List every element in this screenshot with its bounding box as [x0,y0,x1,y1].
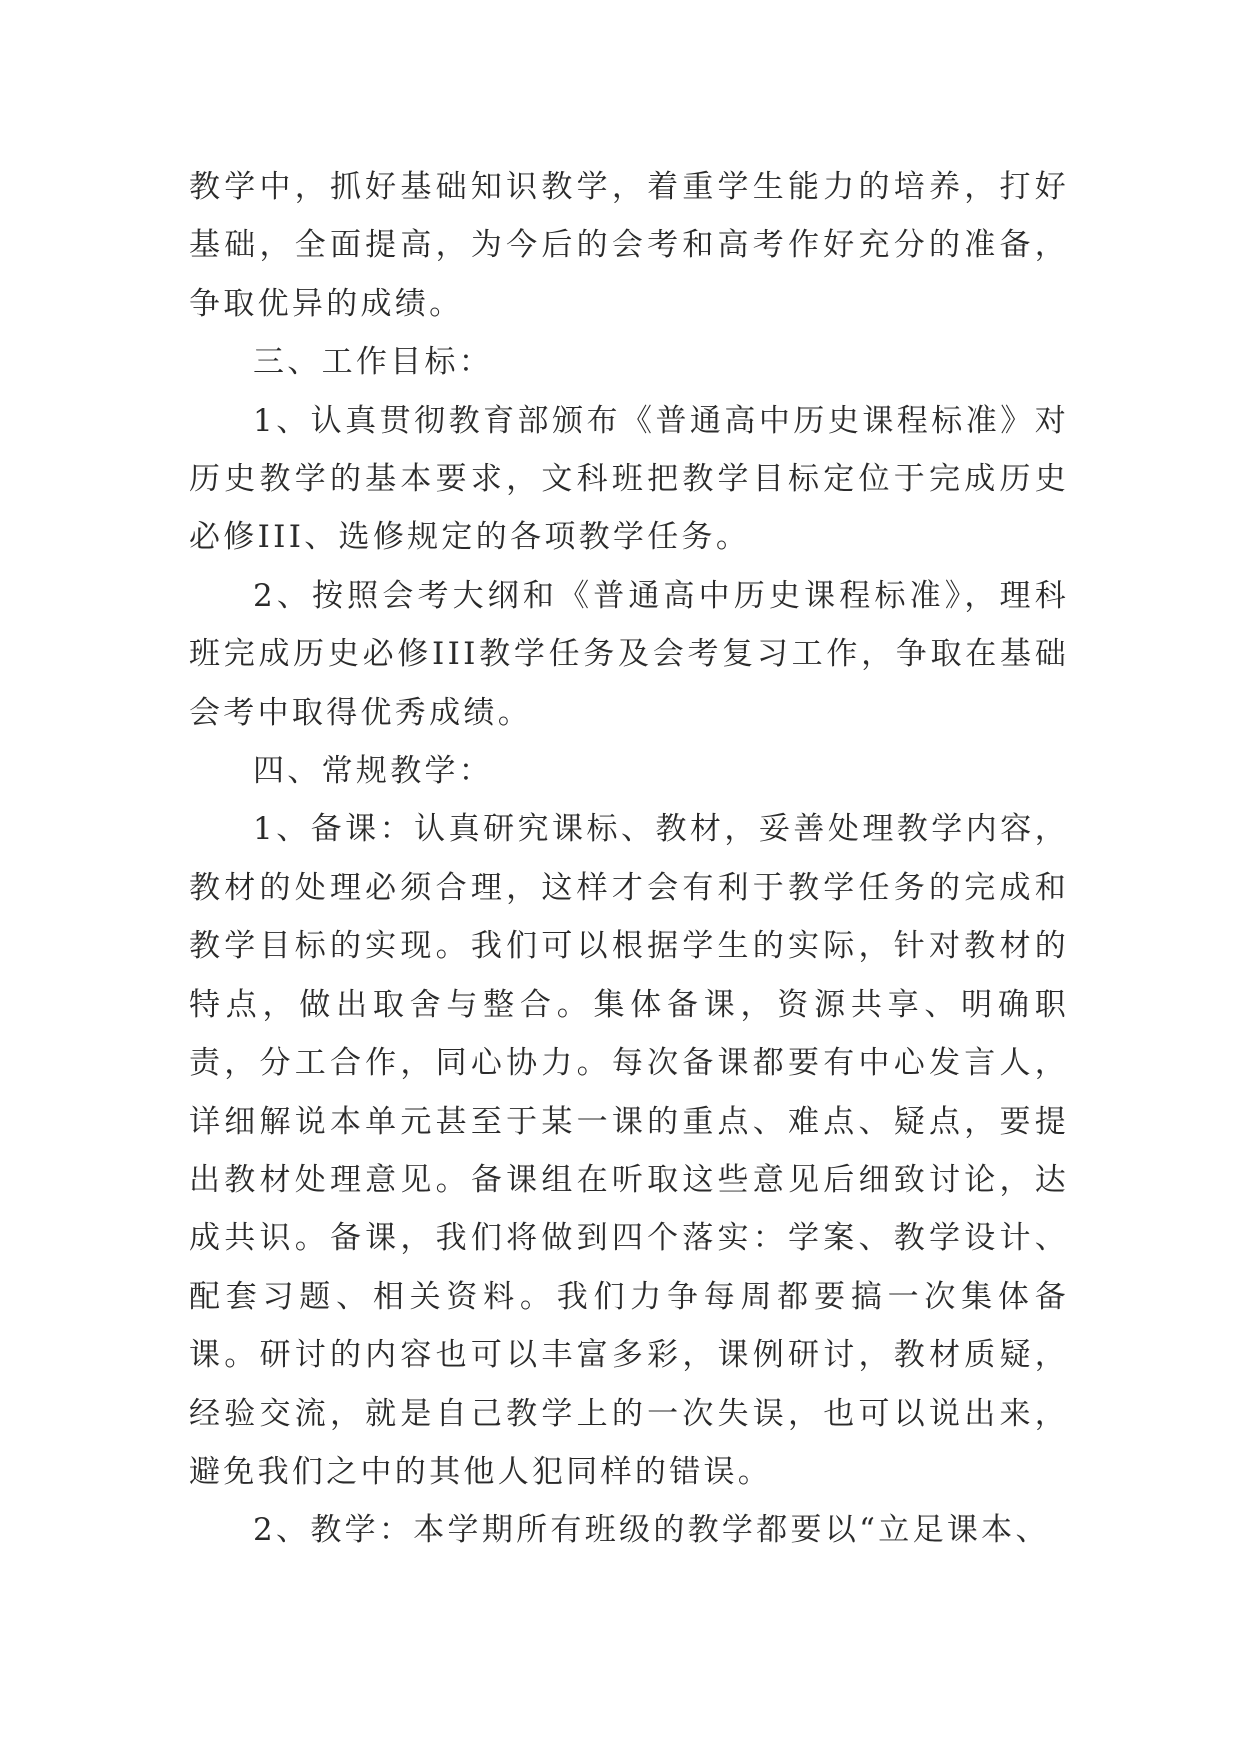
paragraph-goal-2: 2、按照会考大纲和《普通高中历史课程标准》，理科班完成历史必修III教学任务及会考复习工作，争取在基础会考中取得优秀成绩。 [189,577,1069,731]
heading-work-goals: 三、工作目标： [253,344,494,381]
heading-routine-teaching: 四、常规教学： [253,753,494,790]
paragraph-teaching: 2、教学：本学期所有班级的教学都要以“立足课本、 [253,1512,1050,1549]
paragraph-lesson-prep: 1、备课：认真研究课标、教材，妥善处理教学内容，教材的处理必须合理，这样才会有利于教学任务的完成和教学目标的实现。我们可以根据学生的实际，针对教材的特点，做出取舍与整合。集体备课，资源共享、明确职责，分工合作，同心协力。每次备课都要有中心发言人，详细解说本单元甚至于某一课的重点、难点、疑点，要提出教材处理意见。备课组在听取这些意见后细致讨论，达成共识。备课，我们将做到四个落实：学案、教学设计、配套习题、相关资料。我们力争每周都要搞一次集体备课。研讨的内容也可以丰富多彩，课例研讨，教材质疑，经验交流，就是自己教学上的一次失误，也可以说出来，避免我们之中的其他人犯同样的错误。 [189,811,1069,1490]
paragraph-goal-1: 1、认真贯彻教育部颁布《普通高中历史课程标准》对历史教学的基本要求，文科班把教学目标定位于完成历史必修III、选修规定的各项教学任务。 [189,402,1069,556]
paragraph-intro-continuation: 教学中，抓好基础知识教学，着重学生能力的培养，打好基础，全面提高，为今后的会考和高考作好充分的准备，争取优异的成绩。 [189,169,1069,322]
document-body [189,158,1069,1560]
